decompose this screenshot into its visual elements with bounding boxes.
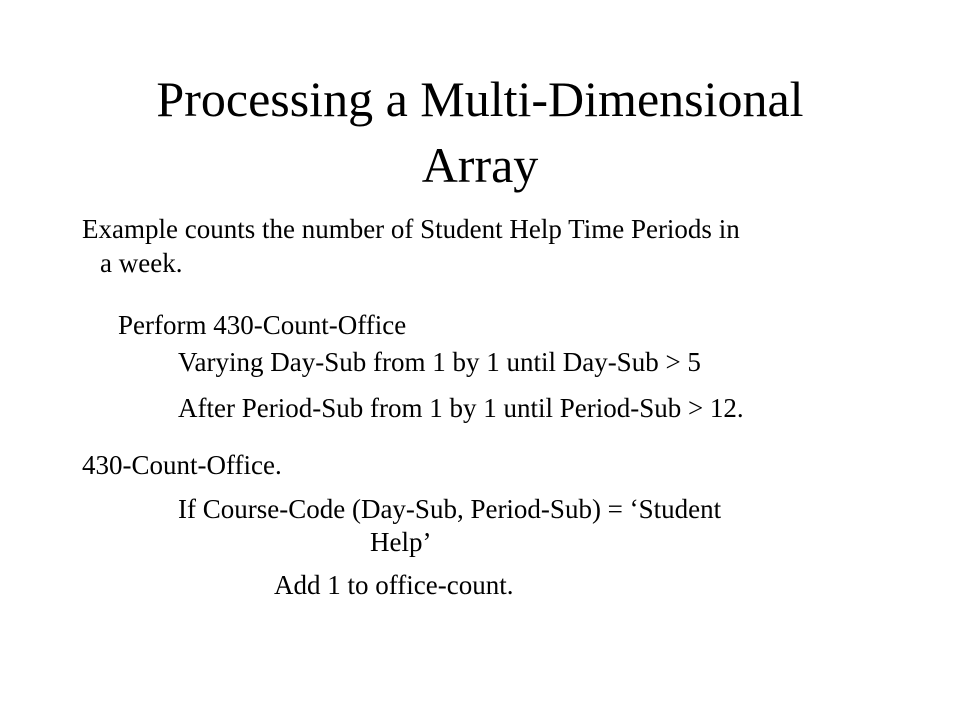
title-line-2: Array [421, 137, 539, 193]
slide-title [60, 66, 900, 198]
varying-clause: Varying Day-Sub from 1 by 1 until Day-Sub > 5 [178, 347, 701, 377]
paragraph-name: 430-Count-Office. [82, 450, 282, 480]
if-statement-line-1: If Course-Code (Day-Sub, Period-Sub) = ‘Student [178, 494, 722, 524]
title-line-1: Processing a Multi-Dimensional [156, 71, 804, 127]
intro-text-line-2: a week. [100, 248, 183, 278]
intro-text-line-1: Example counts the number of Student Help Time Periods in [82, 214, 740, 244]
after-clause: After Period-Sub from 1 by 1 until Period-Sub > 12. [178, 393, 744, 423]
add-statement: Add 1 to office-count. [274, 570, 514, 600]
perform-statement: Perform 430-Count-Office [118, 310, 407, 340]
if-statement-line-2: Help’ [370, 527, 432, 557]
